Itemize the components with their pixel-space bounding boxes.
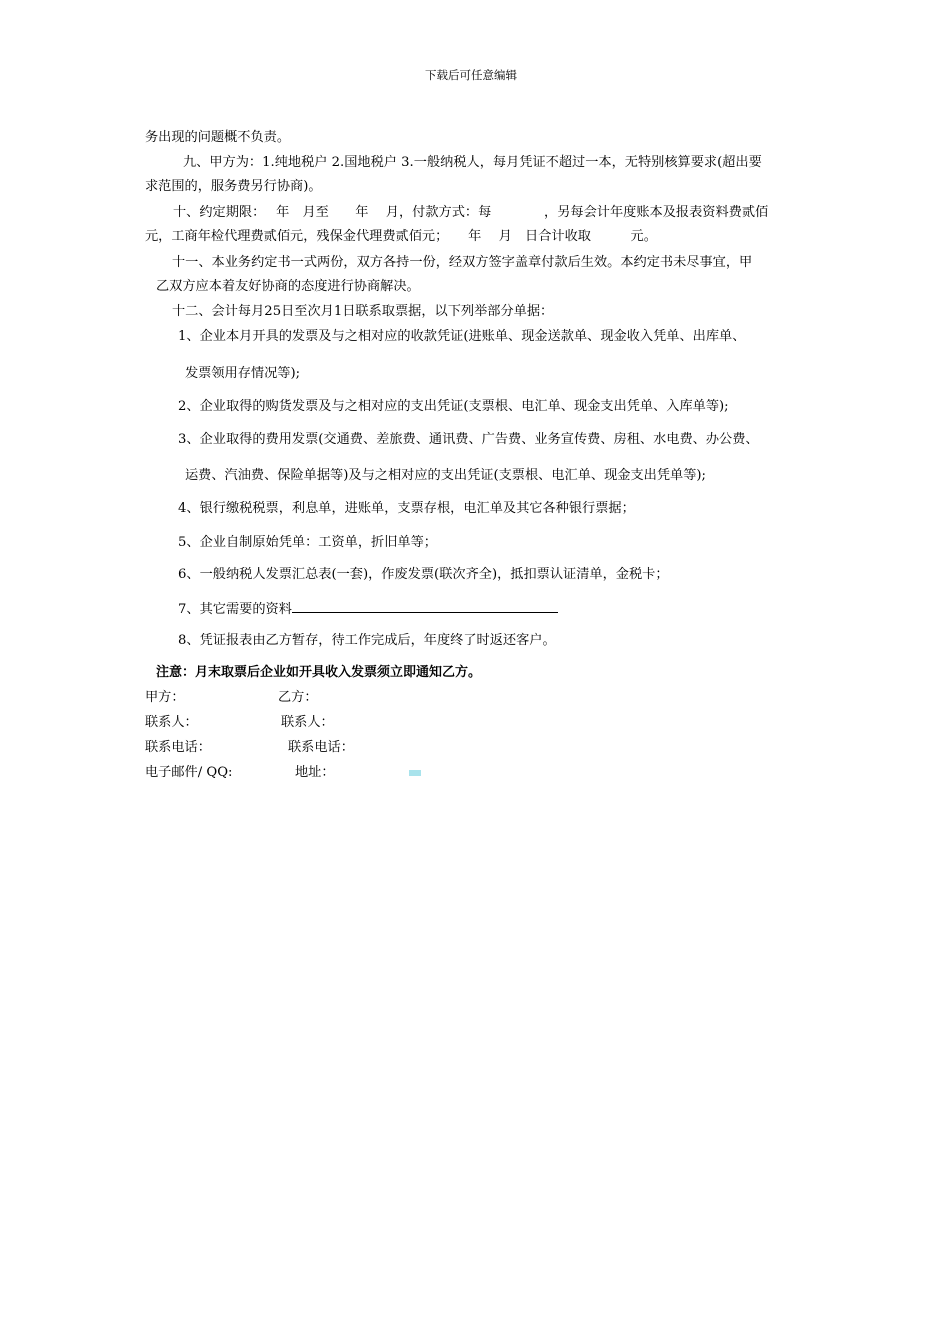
highlight-mark [409,770,421,776]
paragraph-continuation: 务出现的问题概不负责。 [145,130,291,145]
clause-nine-line2: 求范围的，服务费另行协商)。 [145,179,322,194]
list-item-7 [178,599,558,619]
address-b-label: 地址： [295,765,335,780]
clause-ten-line2: 元，工商年检代理费贰佰元，残保金代理费贰佰元； 年 月 日合计收取 元。 [145,229,657,244]
contact-b-label: 联系人： [281,715,334,730]
notice-text: 注意：月末取票后企业如开具收入发票须立即通知乙方。 [156,665,482,680]
contact-a-label: 联系人： [145,715,198,730]
phone-a-label: 联系电话： [145,740,211,755]
list-item-3-line2: 运费、汽油费、保险单据等)及与之相对应的支出凭证(支票根、电汇单、现金支出凭单等); [185,468,706,483]
phone-b-label: 联系电话： [288,740,354,755]
list-item-4: 4、银行缴税税票，利息单，进账单，支票存根，电汇单及其它各种银行票据； [178,501,635,516]
fill-in-blank-line [292,599,558,613]
list-item-3-line1: 3、企业取得的费用发票(交通费、差旅费、通讯费、广告费、业务宣传费、房租、水电费、办公费、 [178,432,759,447]
list-item-7-label: 7、其它需要的资料 [178,602,292,617]
list-item-5: 5、企业自制原始凭单：工资单，折旧单等； [178,535,437,550]
list-item-2: 2、企业取得的购货发票及与之相对应的支出凭证(支票根、电汇单、现金支出凭单、入库单等); [178,399,729,414]
clause-nine-line1: 九、甲方为：1.纯地税户 2.国地税户 3.一般纳税人，每月凭证不超过一本，无特别核算要求(超出要 [183,155,762,170]
party-b-label: 乙方： [278,690,318,705]
list-item-8: 8、凭证报表由乙方暂存，待工作完成后，年度终了时返还客户。 [178,633,556,648]
clause-twelve: 十二、会计每月25日至次月1日联系取票据，以下列举部分单据： [172,304,554,319]
party-a-label: 甲方： [145,690,185,705]
clause-eleven-line1: 十一、本业务约定书一式两份，双方各持一份，经双方签字盖章付款后生效。本约定书未尽事宜，甲 [172,255,753,270]
clause-eleven-line2: 乙双方应本着友好协商的态度进行协商解决。 [156,279,420,294]
list-item-1-line1: 1、企业本月开具的发票及与之相对应的收款凭证(进账单、现金送款单、现金收入凭单、出库单、 [178,329,746,344]
email-a-label: 电子邮件/ QQ: [145,765,233,780]
list-item-6: 6、一般纳税人发票汇总表(一套)，作废发票(联次齐全)，抵扣票认证清单，金税卡； [178,567,669,582]
clause-ten-line1: 十、约定期限： 年 月至 年 月，付款方式：每 ，另每会计年度账本及报表资料费贰佰 [173,205,769,220]
list-item-1-line2: 发票领用存情况等); [185,366,301,381]
page-header: 下载后可任意编辑 [425,68,517,82]
